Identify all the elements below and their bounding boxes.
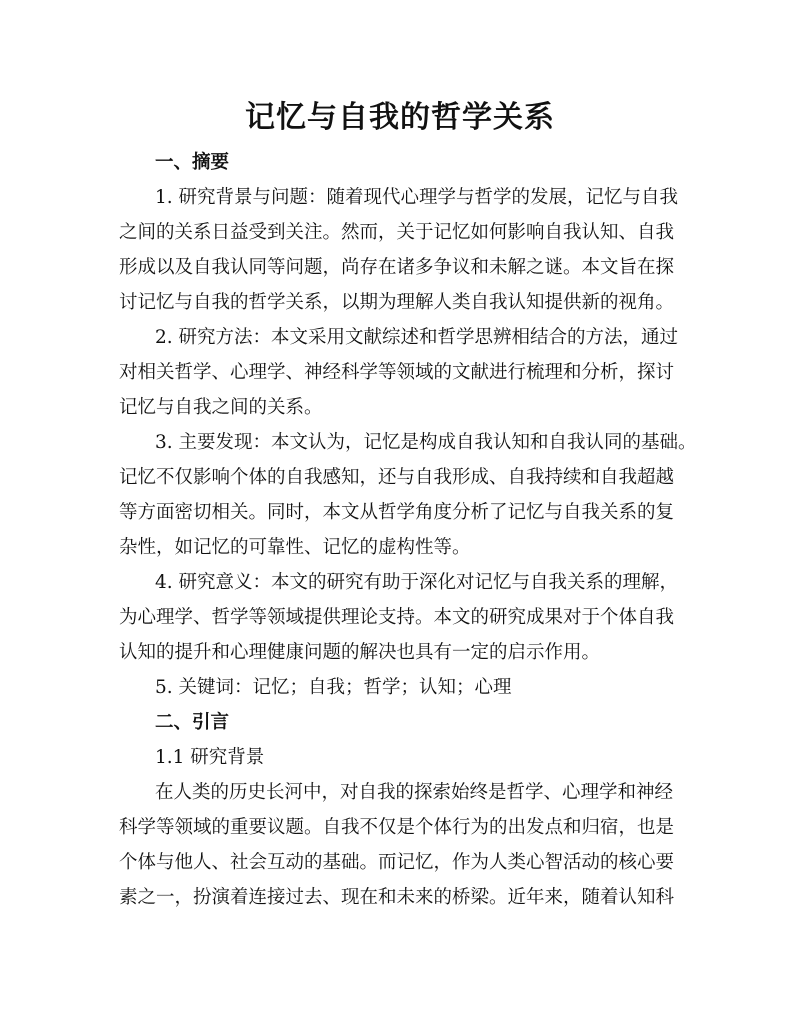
paragraph-line: 等方面密切相关。同时，本文从哲学角度分析了记忆与自我关系的复 (119, 502, 675, 523)
paragraph-line: 认知的提升和心理健康问题的解决也具有一定的启示作用。 (119, 642, 601, 663)
subsection-heading-background: 1.1 研究背景 (155, 747, 265, 768)
section-heading-abstract: 一、摘要 (155, 152, 230, 173)
keywords-line: 5. 关键词：记忆；自我；哲学；认知；心理 (155, 677, 512, 698)
paragraph-line: 形成以及自我认同等问题，尚存在诸多争议和未解之谜。本文旨在探 (119, 257, 675, 278)
paragraph-line: 2. 研究方法：本文采用文献综述和哲学思辨相结合的方法，通过 (155, 327, 679, 348)
paragraph-line: 在人类的历史长河中，对自我的探索始终是哲学、心理学和神经 (155, 782, 674, 803)
paragraph-line: 杂性，如记忆的可靠性、记忆的虚构性等。 (119, 537, 471, 558)
paragraph-line: 个体与他人、社会互动的基础。而记忆，作为人类心智活动的核心要 (119, 852, 675, 873)
document-title: 记忆与自我的哲学关系 (245, 100, 555, 135)
paragraph-line: 对相关哲学、心理学、神经科学等领域的文献进行梳理和分析，探讨 (119, 362, 675, 383)
section-heading-introduction: 二、引言 (155, 712, 230, 733)
paragraph-line: 3. 主要发现：本文认为，记忆是构成自我认知和自我认同的基础。 (155, 432, 697, 453)
paragraph-line: 素之一，扮演着连接过去、现在和未来的桥梁。近年来，随着认知科 (119, 887, 675, 908)
paragraph-line: 为心理学、哲学等领域提供理论支持。本文的研究成果对于个体自我 (119, 607, 675, 628)
paragraph-line: 1. 研究背景与问题：随着现代心理学与哲学的发展，记忆与自我 (155, 187, 679, 208)
paragraph-line: 记忆不仅影响个体的自我感知，还与自我形成、自我持续和自我超越 (119, 467, 675, 488)
paragraph-line: 科学等领域的重要议题。自我不仅是个体行为的出发点和归宿，也是 (119, 817, 675, 838)
paragraph-line: 记忆与自我之间的关系。 (119, 397, 323, 418)
paragraph-line: 4. 研究意义：本文的研究有助于深化对记忆与自我关系的理解， (155, 572, 679, 593)
paragraph-line: 讨记忆与自我的哲学关系，以期为理解人类自我认知提供新的视角。 (119, 292, 675, 313)
paragraph-line: 之间的关系日益受到关注。然而，关于记忆如何影响自我认知、自我 (119, 222, 675, 243)
